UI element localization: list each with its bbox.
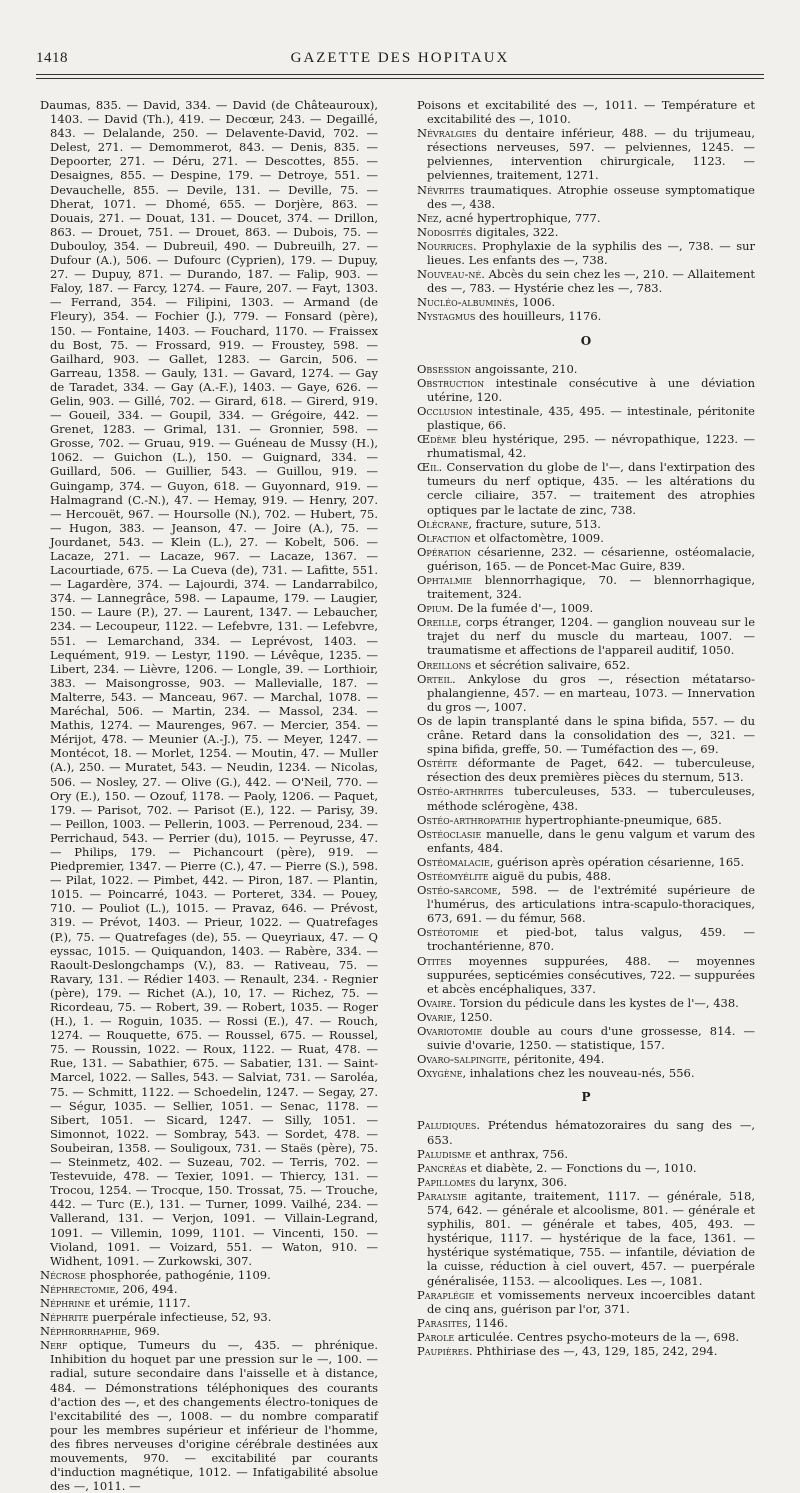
- index-references: et vomissements nerveux incoercibles datant de cinq ans, guérison par l'or, 371.: [427, 1287, 755, 1316]
- index-entry: [40, 1310, 378, 1324]
- index-entry: [417, 404, 755, 432]
- entries-o: [417, 362, 755, 1081]
- index-entry: [417, 1066, 755, 1080]
- index-term: Parasites: [417, 1315, 468, 1330]
- index-references: , 206, 494.: [115, 1281, 178, 1296]
- index-term: Olfaction: [417, 530, 471, 545]
- running-title: GAZETTE DES HOPITAUX: [290, 50, 510, 66]
- index-references: déformante de Paget, 642. — tuberculeuse, résection des deux premières pièces du sternum, 513.: [427, 756, 755, 785]
- index-references: et olfactomètre, 1009.: [470, 530, 604, 545]
- index-references: césarienne, 232. — césarienne, ostéomalacie, guérison, 165. — de Poncet-Mac Guire, 839.: [427, 544, 755, 573]
- index-references: digitales, 322.: [471, 224, 559, 239]
- index-term: Papillomes: [417, 1174, 476, 1189]
- index-term: Ostéo-arthrites: [417, 784, 504, 799]
- index-references: Poisons et excitabilité des —, 1011. — Température et excitabilité des —, 1010.: [417, 98, 755, 127]
- index-entry: [417, 517, 755, 531]
- section-letter-p: P: [581, 1090, 591, 1105]
- index-entry: [417, 432, 755, 460]
- index-references: et anthrax, 756.: [471, 1146, 569, 1161]
- index-term: Oreille: [417, 615, 458, 630]
- index-term: Ovaire: [417, 995, 453, 1010]
- index-references: puerpérale infectieuse, 52, 93.: [88, 1310, 272, 1325]
- index-term: Œil: [417, 460, 439, 475]
- index-references: . Torsion du pédicule dans les kystes de l'—, 438.: [452, 995, 739, 1010]
- index-references: . Abcès du sein chez les —, 210. — Allaitement des —, 783. — Hystérie chez les —, 783.: [427, 267, 755, 296]
- index-term: Opération: [417, 544, 472, 559]
- index-references: et pied-bot, talus valgus, 459. — trochantérienne, 870.: [427, 925, 755, 954]
- index-references: agitante, traitement, 1117. — générale, 518, 574, 642. — générale et alcoolisme, 801. — générale et syphilis, 801. — générale et tabes, 405, 493. — hystérique, 1117. — hystérique de la face, 1361. — hystérique systématique, 755. — infantile, déviation de la cuisse, réduction à ciel ouvert, 457. — puerpérale généralisée, 1153. — alcooliques. Les —, 1081.: [427, 1188, 755, 1288]
- index-references: tuberculeuses, 533. — tuberculeuses, méthode sclérogène, 438.: [427, 784, 755, 813]
- index-term: Paludiques: [417, 1118, 477, 1133]
- index-references: , 1146.: [467, 1315, 508, 1330]
- index-entry: [417, 1010, 755, 1024]
- index-entry: [417, 784, 755, 812]
- index-references: hypertrophiante-pneumique, 685.: [521, 812, 722, 827]
- index-references: , guérison après opération césarienne, 165.: [489, 854, 745, 869]
- index-entry: [417, 295, 755, 309]
- index-references: . Conservation du globe de l'—, dans l'extirpation des tumeurs du nerf optique, 435. — les altérations du cercle ciliaire, 357. — traitement des atrophies optiques par le lactate de zinc, 738.: [427, 460, 755, 517]
- entries-p: [417, 1118, 755, 1358]
- index-references: double au cours d'une grossesse, 814. — suivie d'ovarie, 1250. — statistique, 157.: [427, 1024, 755, 1053]
- index-references: traumatiques. Atrophie osseuse symptomatique des —, 438.: [427, 182, 755, 211]
- index-entry: [40, 1296, 378, 1310]
- index-entry: [417, 954, 755, 996]
- index-references: moyennes suppurées, 488. — moyennes suppurées, septicémies consécutives, 722. — suppurées et abcès encéphaliques, 337.: [427, 953, 755, 996]
- index-entry: [417, 813, 755, 827]
- index-term: Paralysie: [417, 1188, 467, 1203]
- index-term: Nodosités: [417, 224, 472, 239]
- index-entry: [417, 756, 755, 784]
- index-term: Oxygène: [417, 1066, 463, 1081]
- index-term: Nouveau-né: [417, 267, 482, 282]
- left-column: [40, 98, 378, 1493]
- entries-n: [417, 98, 755, 324]
- index-term: Pancréas: [417, 1160, 467, 1175]
- index-entry: [417, 309, 755, 323]
- index-references: articulée. Centres psycho-moteurs de la —, 698.: [454, 1329, 740, 1344]
- index-entry: [417, 925, 755, 953]
- index-term: Paupières: [417, 1343, 469, 1358]
- index-entry: [417, 545, 755, 573]
- index-term: Ovarie: [417, 1009, 453, 1024]
- index-references: , acné hypertrophique, 777.: [438, 210, 601, 225]
- index-entry: [417, 855, 755, 869]
- index-entry: [417, 1024, 755, 1052]
- index-term: Ophtalmie: [417, 573, 472, 587]
- index-references: angoissante, 210.: [471, 361, 578, 376]
- index-term: Nerf: [40, 1338, 68, 1353]
- index-term: Nourrices: [417, 238, 474, 253]
- index-term: Paraplégie: [417, 1287, 475, 1302]
- index-entry: [417, 98, 755, 126]
- index-references: et urémie, 1117.: [90, 1295, 191, 1310]
- index-references: intestinale, 435, 495. — intestinale, péritonite plastique, 66.: [427, 403, 755, 432]
- index-term: Nez: [417, 210, 439, 225]
- index-entry: [417, 573, 755, 601]
- index-term: Ostéo-arthropathie: [417, 812, 522, 827]
- index-term: Orteil: [417, 671, 452, 686]
- index-references: bleu hystérique, 295. — névropathique, 1223. — rhumatismal, 42.: [427, 432, 755, 461]
- right-column: [417, 98, 755, 1358]
- index-term: Paludisme: [417, 1146, 472, 1161]
- index-references: , péritonite, 494.: [506, 1052, 605, 1067]
- index-references: Os de lapin transplanté dans le spina bifida, 557. — du crâne. Retard dans la consolidation des —, 321. — spina bifida, greffe, 50. — Tuméfaction des —, 69.: [417, 713, 755, 757]
- index-references: , 598. — de l'extrémité supérieure de l'humérus, des articulations intra-scapulo-thoraciques, 673, 691. — du fémur, 568.: [427, 883, 755, 926]
- index-entry: [417, 1118, 755, 1146]
- index-entry: [417, 1330, 755, 1344]
- index-references: , corps étranger, 1204. — ganglion nouveau sur le trajet du nerf du muscle du marteau, 1007. — traumatisme et affections de l'appareil auditif, 1050.: [427, 615, 755, 658]
- index-term: Néphrorrhaphie: [40, 1324, 128, 1339]
- index-entry: [417, 601, 755, 615]
- index-entry: [417, 211, 755, 225]
- index-entry: [417, 1316, 755, 1330]
- index-entry: [417, 267, 755, 295]
- index-entry: [417, 460, 755, 516]
- index-entry: [40, 1324, 378, 1338]
- index-term: Nécrose: [40, 1267, 86, 1282]
- index-entry: [417, 126, 755, 182]
- index-entry: [40, 1268, 378, 1282]
- index-entry: [417, 183, 755, 211]
- index-references: aiguë du pubis, 488.: [488, 868, 612, 883]
- index-entry: [417, 376, 755, 404]
- index-entry: [417, 1175, 755, 1189]
- index-term: Ostéite: [417, 756, 458, 771]
- index-entry: [417, 883, 755, 925]
- index-references: des houilleurs, 1176.: [475, 309, 602, 324]
- index-term: Ostéoclasie: [417, 826, 482, 841]
- index-references: . Ankylose du gros —, résection métatarso-phalangienne, 457. — en marteau, 1073. — Innervation du gros —, 1007.: [427, 671, 755, 714]
- index-entry: [417, 615, 755, 657]
- index-term: Obstruction: [417, 375, 485, 390]
- index-entry: [417, 658, 755, 672]
- index-term: Otites: [417, 953, 452, 968]
- index-entry: [417, 239, 755, 267]
- page-header: [36, 50, 764, 76]
- index-references: et sécrétion salivaire, 652.: [471, 657, 630, 672]
- index-term: Ostéomyélite: [417, 868, 489, 883]
- index-entry: [417, 827, 755, 855]
- section-letter-o: O: [580, 333, 592, 348]
- index-term: Néphrectomie: [40, 1281, 116, 1296]
- index-term: Ostéomalacie: [417, 854, 490, 869]
- index-entry: [417, 996, 755, 1010]
- author-index-text: Daumas, 835. — David, 334. — David (de Châteauroux), 1403. — David (Th.), 419. — Decœur, 243. — Degaillé, 843. — Delalande, 250. — Delavente-David, 702. — Delest, 271. — Demommerot, 843. — Denis, 835. — Depoorter, 271. — Déru, 271. — Descottes, 855. — Desaignes, 855. — Despine, 179. — Detroye, 551. — Devauchelle, 855. — Devile, 131. — Deville, 75. — Dherat, 1071. — Dhomé, 655. — Dorjère, 863. — Douais, 271. — Douat, 131. — Doucet, 374. — Drillon, 863. — Drouet, 751. — Drouet, 863. — Dubois, 75. — Dubouloy, 354. — Dubreuil, 490. — Dubreuilh, 27. — Dufour (A.), 506. — Dufourc (Cyprien), 179. — Dupuy, 27. — Dupuy, 871. — Durando, 187. — Falip, 903. — Faloy, 187. — Farcy, 1274. — Faure, 207. — Fayt, 1303. — Ferrand, 354. — Filipini, 1303. — Armand (de Fleury), 354. — Fochier (J.), 779. — Fonsard (père), 150. — Fontaine, 1403. — Fouchard, 1170. — Fraissex du Bost, 75. — Frossard, 919. — Froustey, 598. — Gailhard, 903. — Gallet, 1283. — Garcin, 506. — Garreau, 1358. — Gauly, 131. — Gavard, 1274. — Gay de Taradet, 334. — Gay (A.-F.), 1403. — Gaye, 626. — Gelin, 903. — Gillé, 702. — Girard, 618. — Girerd, 919. — Goueil, 334. — Goupil, 334. — Grégoire, 442. — Grenet, 1283. — Grimal, 131. — Gronnier, 598. — Grosse, 702. — Gruau, 919. — Guéneau de Mussy (H.), 1062. — Guichon (L.), 150. — Guignard, 334. — Guillard, 506. — Guillier, 543. — Guillou, 919. — Guingamp, 374. — Guyon, 618. — Guyonnard, 919. — Halmagrand (C.-N.), 47. — Hemay, 919. — Henry, 207. — Hercouët, 967. — Hoursolle (N.), 702. — Hubert, 75. — Hugon, 383. — Jeanson, 47. — Joire (A.), 75. — Jourdanet, 543. — Klein (L.), 27. — Kobelt, 506. — Lacaze, 271. — Lacaze, 967. — Lacaze, 1367. — Lacourtiade, 675. — La Cueva (de), 731. — Lafitte, 551. — Lagardère, 374. — Lajourdi, 374. — Landarrabilco, 374. — Lannegrâce, 598. — Lapaume, 179. — Laugier, 150. — Laure (P.), 27. — Laurent, 1347. — Lebaucher, 234. — Lecoupeur, 1122. — Lefebvre, 131. — Lefebvre, 551. — Lemarchand, 334. — Leprévost, 1403. — Lequément, 919. — Lestyr, 1190. — Lévêque, 1235. — Libert, 234. — Lièvre, 1206. — Longle, 39. — Lorthioir, 383. — Maisongrosse, 903. — Mallevialle, 187. — Malterre, 543. — Manceau, 967. — Marchal, 1078. — Maréchal, 506. — Martin, 234. — Massol, 234. — Mathis, 1274. — Maurenges, 967. — Mercier, 354. — Mérijot, 478. — Meunier (A.-J.), 75. — Meyer, 1247. — Montécot, 18. — Morlet, 1254. — Moutin, 47. — Muller (A.), 250. — Muratet, 543. — Neudin, 1234. — Nicolas, 506. — Nosley, 27. — Olive (G.), 442. — O'Neil, 770. — Ory (E.), 150. — Ozouf, 1178. — Paoly, 1206. — Paquet, 179. — Parisot, 702. — Parisot (E.), 122. — Parisy, 39. — Peillon, 1003. — Pellerin, 1003. — Perrenoud, 234. — Perrichaud, 543. — Perrier (du), 1015. — Peyrusse, 47. — Philips, 179. — Pichancourt (père), 919. — Piedpremier, 1347. — Pierre (C.), 47. — Pierre (S.), 598. — Pilat, 1022. — Pimbet, 442. — Piron, 187. — Plantin, 1015. — Poincarré, 1043. — Porteret, 334. — Pouey, 710. — Pouliot (L.), 1015. — Pravaz, 646. — Prévost, 319. — Prévot, 1403. — Prieur, 1022. — Quatrefages (P.), 75. — Quatrefages (de), 55. — Queyriaux, 47. — Q eyssac, 1015. — Quiquandon, 1403. — Rabère, 334. — Raoult-Deslongchamps (V.), 83. — Rativeau, 75. — Ravary, 131. — Rédier 1403. — Renault, 234. - Regnier (père), 179. — Richet (A.), 10, 17. — Richez, 75. — Ricordeau, 75. — Robert, 39. — Robert, 1035. — Roger (H.), 1. — Roguin, 1035. — Rossi (E.), 47. — Rouch, 1274. — Rouquette, 675. — Roussel, 675. — Roussel, 75. — Roussin, 1022. — Roux, 1122. — Ruat, 478. — Rue, 131. — Sabathier, 675. — Sabatier, 131. — Saint-Marcel, 1022. — Salles, 543. — Salviat, 731. — Saroléa, 75. — Schmitt, 1122. — Schoedelin, 1247. — Segay, 27. — Ségur, 1035. — Sellier, 1051. — Senac, 1178. — Sibert, 1051. — Sicard, 1247. — Silly, 1051. — Simonnot, 1022. — Sombray, 543. — Sordet, 478. — Soubeiran, 1358. — Souligoux, 731. — Staës (père), 75. — Steinmetz, 402. — Suzeau, 702. — Terris, 702. — Testevuide, 478. — Texier, 1091. — Thiercy, 131. — Trocou, 1254. — Trocque, 150. Trossat, 75. — Trouche, 442. — Turc (E.), 131. — Turner, 1099. Vailhé, 234. — Vallerand, 131. — Verjon, 1091. — Villain-Legrand, 1091. — Villemin, 1099, 1101. — Vincenti, 150. — Violand, 1091. — Voizard, 551. — Waton, 910. — Widhent, 1091. — Zurkowski, 307.: [40, 98, 378, 1268]
- index-references: du larynx, 306.: [475, 1174, 568, 1189]
- index-term: Ovaro-salpingite: [417, 1052, 507, 1067]
- index-references: , 969.: [127, 1324, 160, 1339]
- index-references: . Phthiriase des —, 43, 129, 185, 242, 294.: [468, 1343, 718, 1358]
- index-term: Ovariotomie: [417, 1024, 483, 1038]
- left-subject-entries: [40, 1268, 378, 1493]
- index-term: Néphrine: [40, 1295, 91, 1310]
- index-references: . Prétendus hématozoraires du sang des —, 653.: [427, 1118, 755, 1147]
- index-references: intestinale consécutive à une déviation utérine, 120.: [427, 375, 755, 404]
- index-references: blennorrhagique, 70. — blennorrhagique, traitement, 324.: [427, 573, 755, 602]
- index-term: Parole: [417, 1329, 455, 1344]
- index-term: Nystagmus: [417, 309, 476, 324]
- index-references: , 1006.: [514, 295, 556, 310]
- index-term: Olécrane: [417, 516, 469, 531]
- index-term: Œdème: [417, 432, 457, 447]
- index-references: , 1250.: [452, 1009, 493, 1024]
- index-references: , fracture, suture, 513.: [468, 516, 601, 531]
- index-entry: [40, 1282, 378, 1296]
- index-entry: [417, 362, 755, 376]
- index-term: Ostéo-sarcome: [417, 883, 498, 898]
- index-entry: [417, 869, 755, 883]
- index-entry: [417, 1344, 755, 1358]
- index-entry: [417, 1189, 755, 1288]
- header-rule: [36, 74, 764, 75]
- index-entry: [417, 1161, 755, 1175]
- index-references: , inhalations chez les nouveau-nés, 556.: [462, 1066, 695, 1081]
- index-term: Opium: [417, 601, 450, 616]
- index-entry: [417, 225, 755, 239]
- index-entry: [417, 531, 755, 545]
- index-term: Obsession: [417, 361, 472, 376]
- index-entry: [417, 1288, 755, 1316]
- index-references: optique, Tumeurs du —, 435. — phrénique. Inhibition du hoquet par une pression sur le —, 100. — radial, suture secondaire dans l'aisselle et à distance, 484. — Démonstrations téléphoniques des courants d'action des —, et des changements électro-toniques de l'excitabilité des —, 1008. — du nombre comparatif pour les membres supérieur et inférieur de l'homme, des fibres nerveuses d'origine cérébrale destinées aux mouvements, 970. — excitabilité par courants d'induction magnétique, 1012. — Infatigabilité absolue des —, 1011. —: [50, 1338, 378, 1493]
- index-term: Névralgies: [417, 126, 477, 141]
- index-entry: [40, 1338, 378, 1493]
- page-number: 1418: [36, 50, 68, 66]
- index-term: Occlusion: [417, 403, 473, 418]
- index-term: Névrites: [417, 182, 465, 197]
- index-term: Oreillons: [417, 657, 472, 672]
- index-term: Nucléo-albuminés: [417, 295, 515, 310]
- index-term: Ostéotomie: [417, 925, 479, 940]
- index-entry: [417, 672, 755, 714]
- index-references: manuelle, dans le genu valgum et varum des enfants, 484.: [427, 826, 755, 855]
- index-entry: [417, 714, 755, 756]
- index-references: . De la fumée d'—, 1009.: [449, 601, 594, 616]
- index-term: Néphrite: [40, 1310, 89, 1325]
- index-references: . Prophylaxie de la syphilis des —, 738. — sur lieues. Les enfants des —, 738.: [427, 238, 755, 268]
- index-references: du dentaire inférieur, 488. — du trijumeau, résections nerveuses, 597. — pelviennes, 1245. — pelviennes, intervention chirurgicale, 1123. — pelviennes, traitement, 1271.: [427, 126, 755, 183]
- index-entry: [417, 1052, 755, 1066]
- index-references: phosphorée, pathogénie, 1109.: [85, 1267, 271, 1282]
- index-entry: [417, 1147, 755, 1161]
- header-rule-secondary: [36, 78, 764, 79]
- index-references: et diabète, 2. — Fonctions du —, 1010.: [466, 1160, 697, 1175]
